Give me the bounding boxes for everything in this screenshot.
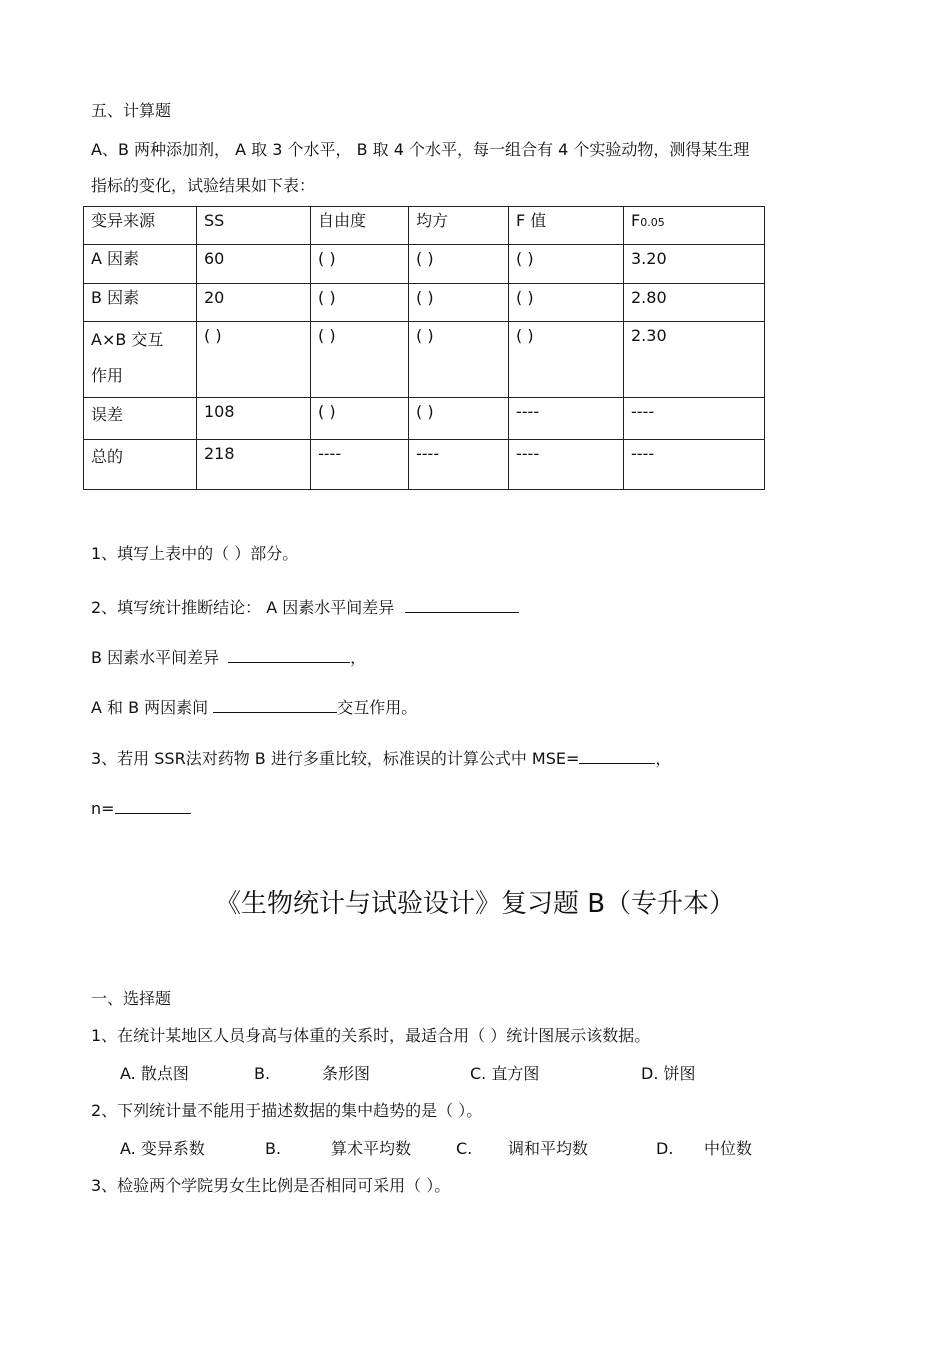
fcrit-sub: 0.05: [640, 216, 665, 229]
mc-option: D. 饼图: [641, 1064, 696, 1083]
cell-ss: ( ): [197, 322, 311, 398]
answer-blank: [115, 797, 191, 814]
answer-blank: [213, 696, 337, 713]
q2-b-prefix: B 因素水平间差异: [91, 648, 220, 667]
problem-intro-line2: 指标的变化，试验结果如下表：: [91, 176, 316, 195]
table-row: [84, 322, 765, 398]
section-heading: 五、计算题: [91, 101, 172, 120]
cell-ss: 20: [197, 284, 311, 322]
cell-ms: ( ): [409, 284, 509, 322]
q3-prefix: 3、若用 SSR法对药物 B 进行多重比较，标准误的计算公式中 MSE=: [91, 749, 580, 768]
table-row: [84, 245, 765, 284]
cell-df: ----: [311, 440, 409, 490]
cell-df: ( ): [311, 284, 409, 322]
cell-ss: 108: [197, 398, 311, 440]
fcrit-main: F: [631, 211, 641, 230]
cell-fcrit: ----: [624, 440, 765, 490]
cell-f: ( ): [509, 322, 624, 398]
cell-f: ----: [509, 398, 624, 440]
cell-source: 误差: [84, 398, 197, 440]
q2-ab-suffix: 交互作用。: [337, 698, 418, 717]
header-cell: 均方: [409, 207, 509, 245]
mc-question-2: 2、下列统计量不能用于描述数据的集中趋势的是（ ）。: [91, 1101, 483, 1120]
cell-df: ( ): [311, 398, 409, 440]
mc-option: D.: [656, 1139, 674, 1158]
section-heading: 一、选择题: [91, 989, 172, 1008]
q3-suffix: ，: [655, 749, 672, 768]
cell-f: ----: [509, 440, 624, 490]
q2-ab-prefix: A 和 B 两因素间: [91, 698, 209, 717]
cell-source: 总的: [84, 440, 197, 490]
mc-option: B.: [265, 1139, 282, 1158]
cell-fcrit: 2.80: [624, 284, 765, 322]
anova-table: [83, 206, 765, 490]
mc-question-3: 3、检验两个学院男女生比例是否相同可采用（ ）。: [91, 1176, 451, 1195]
q2-b-suffix: ，: [350, 648, 367, 667]
cell-fcrit: 3.20: [624, 245, 765, 284]
question-3: [91, 747, 671, 769]
cell-f: ( ): [509, 284, 624, 322]
cell-ms: ( ): [409, 245, 509, 284]
q3-n-label: n=: [91, 799, 115, 818]
mc-option: C. 直方图: [470, 1064, 540, 1083]
question-1: 1、填写上表中的（ ）部分。: [91, 544, 299, 563]
question-2: [91, 596, 519, 618]
cell-source: B 因素: [84, 284, 197, 322]
mc-option: C.: [456, 1139, 473, 1158]
mc-option: 中位数: [704, 1139, 753, 1158]
cell-source: A 因素: [84, 245, 197, 284]
question-2-ab: [91, 696, 417, 718]
mc-question-1: 1、在统计某地区人员身高与体重的关系时，最适合用（ ）统计图展示该数据。: [91, 1026, 651, 1045]
table-row: [84, 398, 765, 440]
cell-f: ( ): [509, 245, 624, 284]
cell-ms: ----: [409, 440, 509, 490]
answer-blank: [405, 596, 519, 613]
header-cell: SS: [197, 207, 311, 245]
answer-blank: [579, 747, 655, 764]
source-line1: A×B 交互: [91, 330, 164, 349]
answer-blank: [228, 646, 350, 663]
cell-ms: ( ): [409, 398, 509, 440]
mc-option: A. 变异系数: [120, 1139, 205, 1158]
table-row: [84, 284, 765, 322]
header-cell: 变异来源: [84, 207, 197, 245]
cell-fcrit: 2.30: [624, 322, 765, 398]
cell-fcrit: ----: [624, 398, 765, 440]
header-cell-fcrit: [624, 207, 765, 245]
cell-ss: 218: [197, 440, 311, 490]
problem-intro-line1: A、B 两种添加剂， A 取 3 个水平， B 取 4 个水平，每一组合有 4 个实验动物，测得某生理: [91, 140, 750, 159]
cell-ss: 60: [197, 245, 311, 284]
q2-prefix: 2、填写统计推断结论： A 因素水平间差异: [91, 598, 395, 617]
exam-title: 《生物统计与试验设计》复习题 B（专升本）: [214, 889, 736, 919]
source-line2: 作用: [91, 366, 124, 385]
cell-ms: ( ): [409, 322, 509, 398]
table-header-row: [84, 207, 765, 245]
cell-df: ( ): [311, 245, 409, 284]
mc-option: 调和平均数: [508, 1139, 589, 1158]
mc-option: A. 散点图: [120, 1064, 189, 1083]
cell-source: [84, 322, 197, 398]
cell-df: ( ): [311, 322, 409, 398]
mc-option: 算术平均数: [331, 1139, 412, 1158]
mc-option: B.: [254, 1064, 271, 1083]
question-2-b: [91, 646, 366, 668]
mc-option: 条形图: [322, 1064, 371, 1083]
table-row: [84, 440, 765, 490]
question-3-n: [91, 797, 191, 819]
header-cell: 自由度: [311, 207, 409, 245]
header-cell: F 值: [509, 207, 624, 245]
